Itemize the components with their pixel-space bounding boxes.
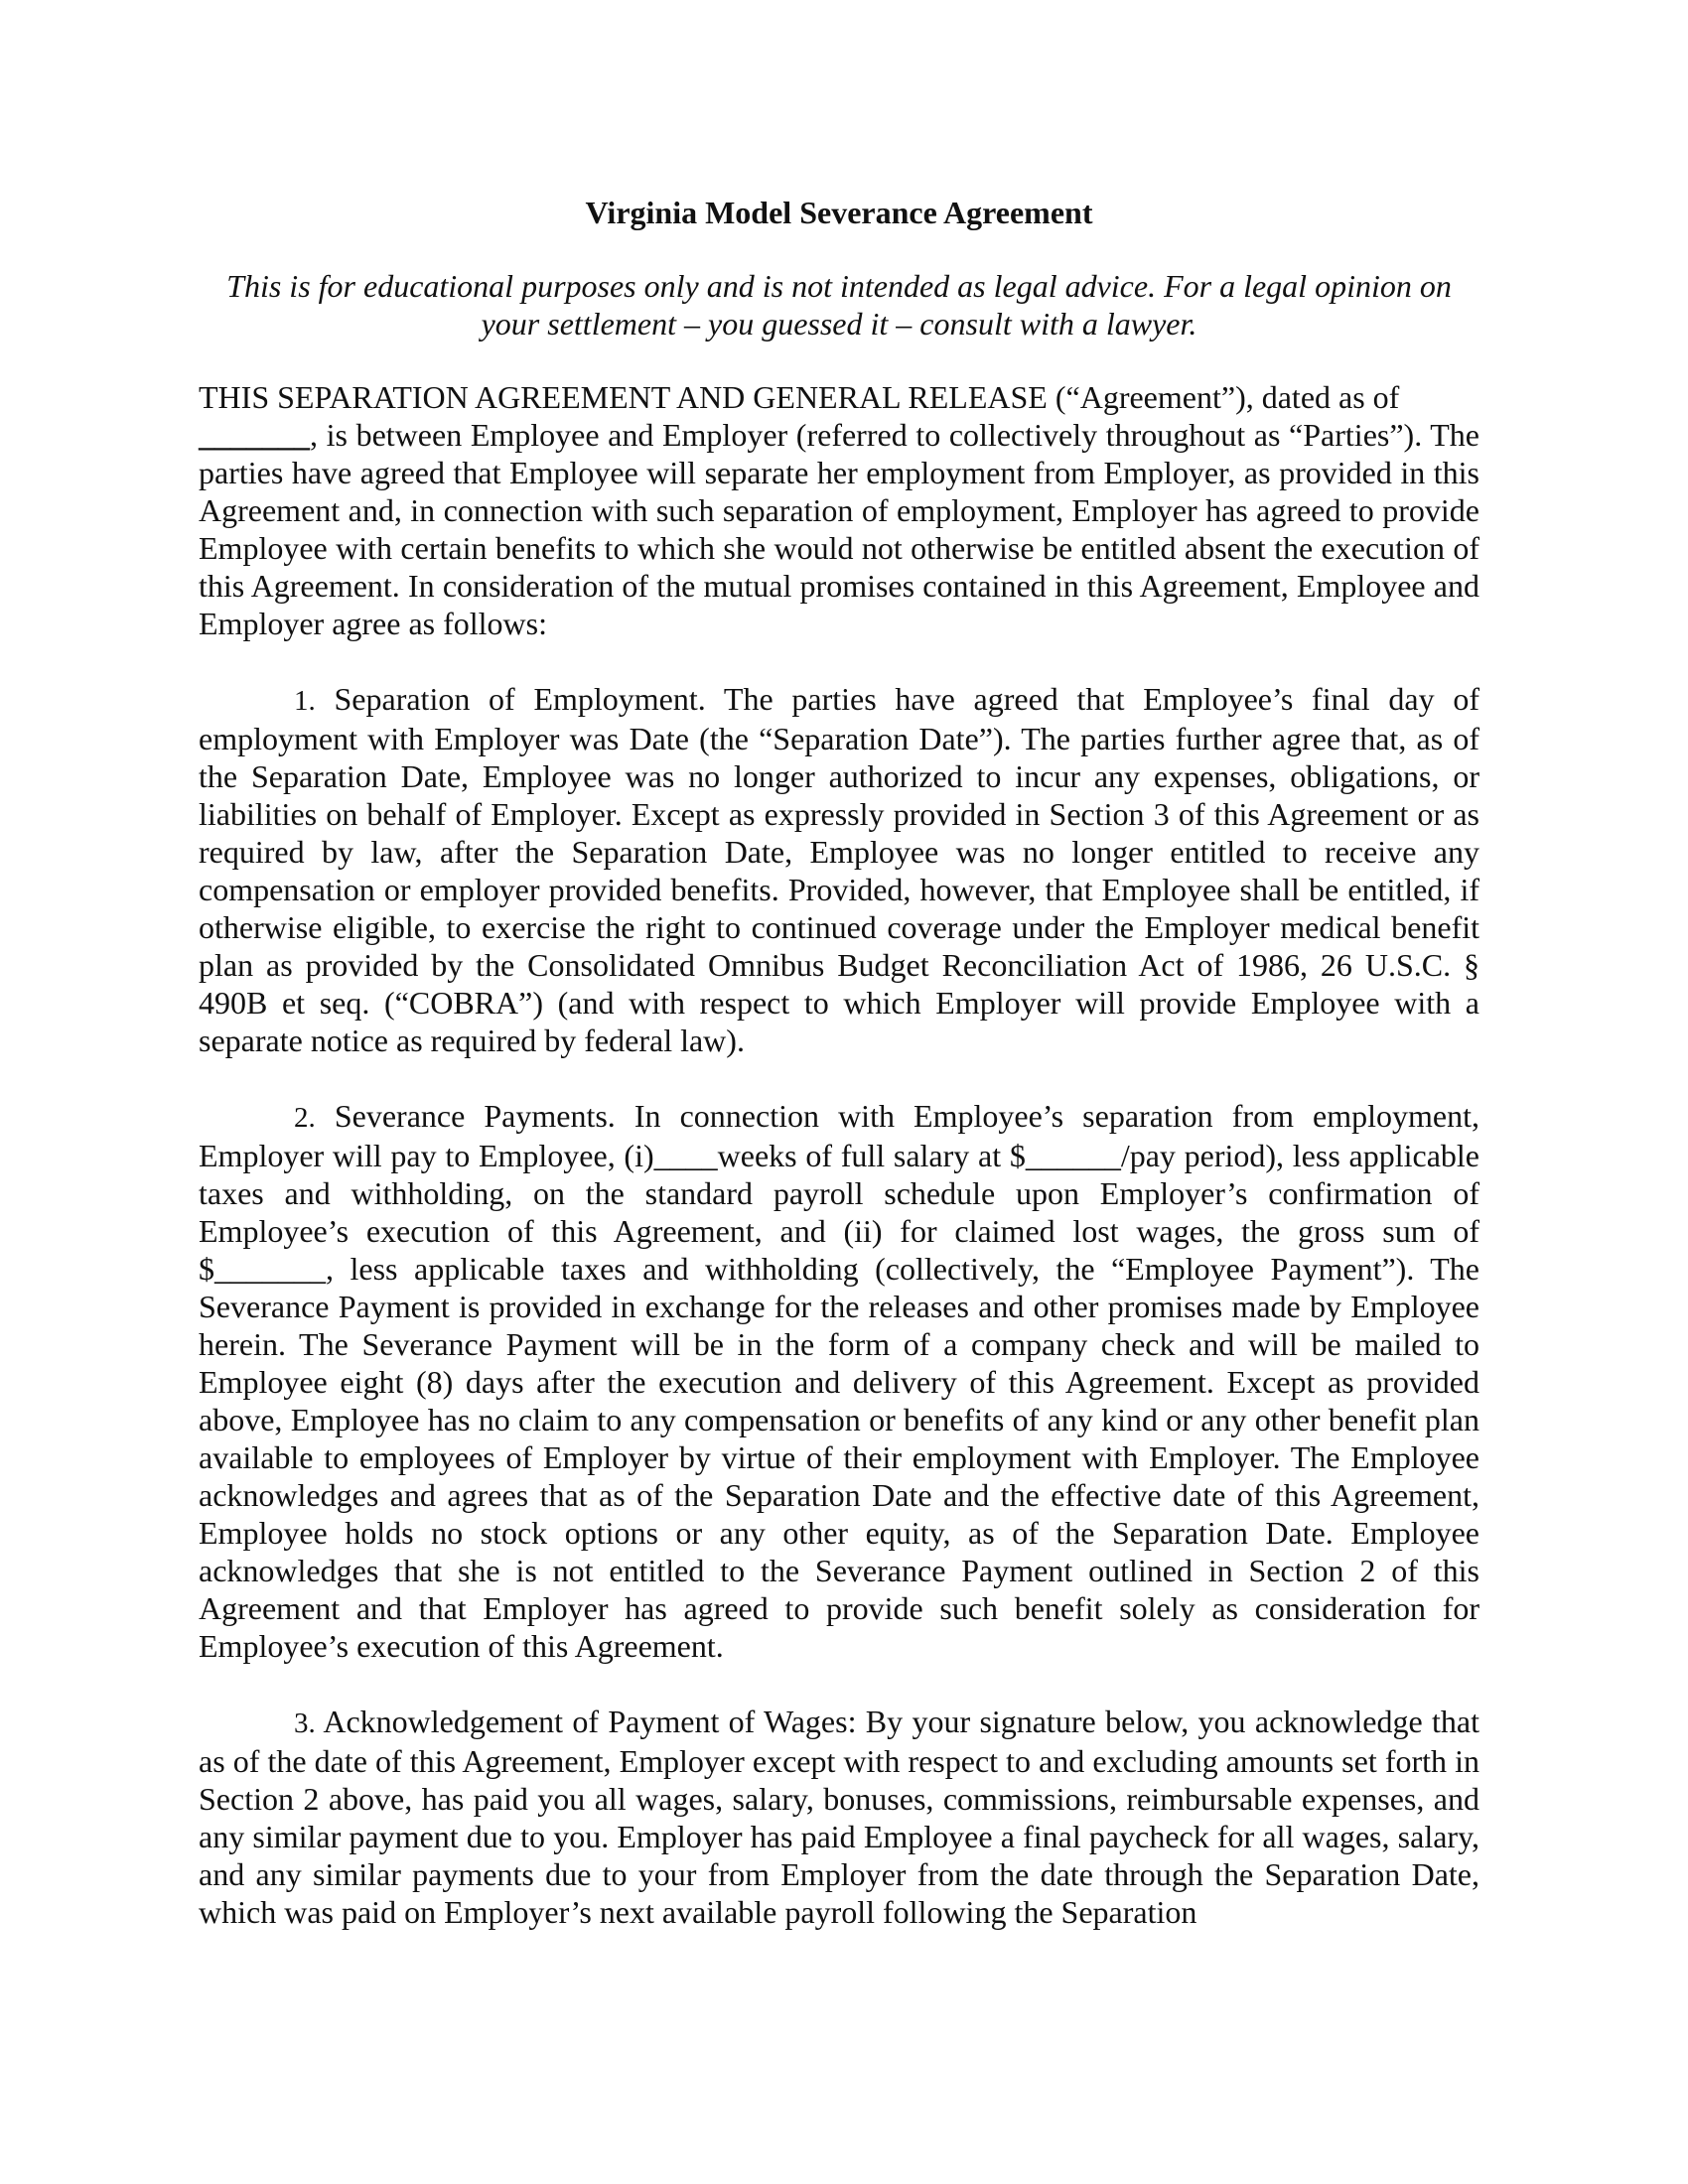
section-text: Acknowledgement of Payment of Wages: By your signature below, you acknowledge that as of the date of this Agreement, Employer except with respect to and excluding amounts set forth in Section 2 above, has paid you all wages, salary, bonuses, commissions, reimbursable expenses, and any similar payment due to you. Employer has paid Employee a final paycheck for all wages, salary, and any similar payments due to your from Employer from the date through the Separation Date, which was paid on Employer’s next available payroll following the Separation bbox=[199, 1704, 1480, 1930]
disclaimer-note: This is for educational purposes only and is not intended as legal advice. For a legal opinion on your settlement – you guessed it – consult with a lawyer. bbox=[226, 268, 1452, 341]
document-page bbox=[199, 194, 1479, 1969]
document-title: Virginia Model Severance Agreement bbox=[585, 195, 1093, 230]
section-text: Separation of Employment. The parties have agreed that Employee’s final day of employment with Employer was Date (the “Separation Date”). The parties further agree that, as of the Separation Date, Employee was no longer authorized to incur any expenses, obligations, or liabilities on behalf of Employer. Except as expressly provided in Section 3 of this Agreement or as required by law, after the Separation Date, Employee was no longer entitled to receive any compensation or employer provided benefits. Provided, however, that Employee shall be entitled, if otherwise eligible, to exercise the right to continued coverage under the Employer medical benefit plan as provided by the Consolidated Omnibus Budget Reconciliation Act of 1986, 26 U.S.C. § 490B et seq. (“COBRA”) (and with respect to which Employer will provide Employee with a separate notice as required by federal law). bbox=[199, 681, 1480, 1058]
section-acknowledgement-of-wages bbox=[199, 1703, 1479, 1931]
intro-paragraph bbox=[199, 378, 1479, 642]
section-number: 3. bbox=[294, 1707, 316, 1739]
intro-first-line: THIS SEPARATION AGREEMENT AND GENERAL RELEASE (“Agreement”), dated as of bbox=[199, 379, 1400, 415]
section-severance-payments bbox=[199, 1097, 1479, 1665]
section-text: Severance Payments. In connection with Employee’s separation from employment, Employer will pay to Employee, (i)____weeks of full salary at $______/pay period), less applicable taxes and withholding, on the standard payroll schedule upon Employer’s confirmation of Employee’s execution of this Agreement, and (ii) for claimed lost wages, the gross sum of $_______, less applicable taxes and withholding (collectively, the “Employee Payment”). The Severance Payment is provided in exchange for the releases and other promises made by Employee herein. The Severance Payment will be in the form of a company check and will be mailed to Employee eight (8) days after the execution and delivery of this Agreement. Except as provided above, Employee has no claim to any compensation or benefits of any kind or any other benefit plan available to employees of Employer by virtue of their employment with Employer. The Employee acknowledges and agrees that as of the Separation Date and the effective date of this Agreement, Employee holds no stock options or any other equity, as of the Separation Date. Employee acknowledges that she is not entitled to the Severance Payment outlined in Section 2 of this Agreement and that Employer has agreed to provide such benefit solely as consideration for Employee’s execution of this Agreement. bbox=[199, 1098, 1480, 1664]
section-number: 2. bbox=[294, 1102, 316, 1134]
date-blank: _______ bbox=[199, 417, 310, 453]
section-number: 1. bbox=[294, 685, 316, 717]
section-separation-of-employment bbox=[199, 680, 1479, 1059]
intro-text: , is between Employee and Employer (referred to collectively throughout as “Parties”). The parties have agreed that Employee will separate her employment from Employer, as provided in this Agreement and, in connection with such separation of employment, Employer has agreed to provide Employee with certain benefits to which she would not otherwise be entitled absent the execution of this Agreement. In consideration of the mutual promises contained in this Agreement, Employee and Employer agree as follows: bbox=[199, 417, 1479, 641]
